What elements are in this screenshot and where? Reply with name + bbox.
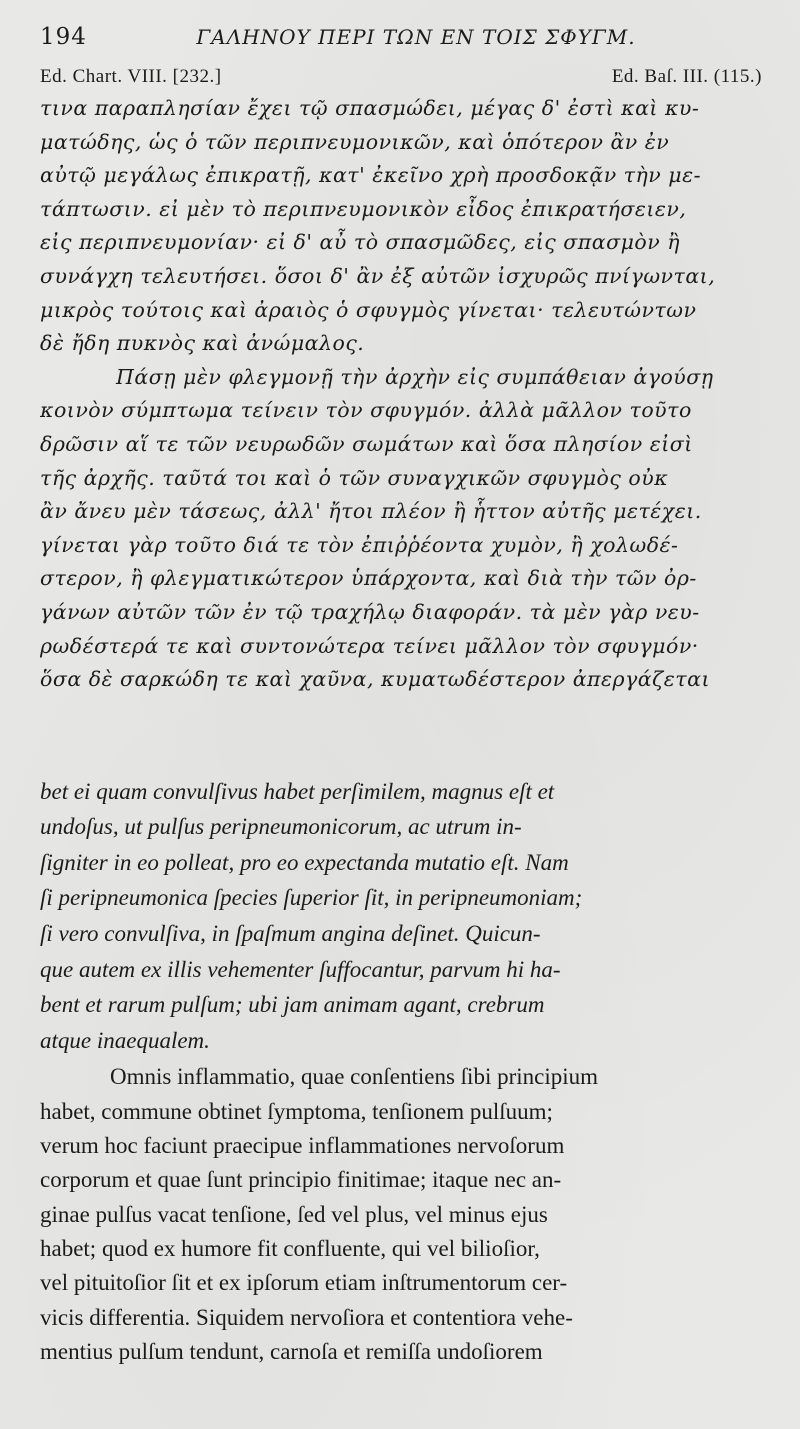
latin-roman-line: corporum et quae ſunt principio finitimae; itaque nec an- <box>40 1167 562 1193</box>
latin-italic-line: ſi peripneumonica ſpecies ſuperior ſit, in peripneumoniam; <box>40 885 583 911</box>
latin-paragraph-start: Omnis inflammatio, quae conſentiens ſibi principium <box>110 1064 599 1090</box>
greek-line: μικρὸς τούτοις καὶ ἀραιὸς ὁ σφυγμὸς γίνεται· τελευτώντων <box>40 297 697 322</box>
greek-line: τάπτωσιν. εἰ μὲν τὸ περιπνευμονικὸν εἶδος ἐπικρατήσειεν, <box>40 196 687 221</box>
running-title: ΓΑΛΗΝΟΥ ΠΕΡΙ ΤΩΝ ΕΝ ΤΟΙΣ ΣΦΥΓΜ. <box>196 25 636 49</box>
greek-line: εἰς περιπνευμονίαν· εἰ δ' αὖ τὸ σπασμῶδες, εἰς σπασμὸν ἢ <box>40 230 681 255</box>
edition-basel-reference: Ed. Baſ. III. (115.) <box>611 66 762 87</box>
greek-line: αὐτῷ μεγάλως ἐπικρατῇ, κατ' ἐκεῖνο χρὴ προσδοκᾷν τὴν με- <box>40 163 702 188</box>
greek-line: ὅσα δὲ σαρκώδη τε καὶ χαῦνα, κυματωδέστερον ἀπεργάζεται <box>40 667 710 692</box>
running-head <box>40 24 762 62</box>
greek-line: κοινὸν σύμπτωμα τείνειν τὸν σφυγμόν. ἀλλὰ μᾶλλον τοῦτο <box>40 398 692 423</box>
latin-italic-line: bent et rarum pulſum; ubi jam animam agant, crebrum <box>40 992 545 1018</box>
greek-paragraph-start: Πάσῃ μὲν φλεγμονῇ τὴν ἀρχὴν εἰς συμπάθειαν ἀγούσῃ <box>116 364 714 389</box>
latin-roman-line: habet; quod ex humore fit confluente, qui vel bilioſior, <box>40 1235 540 1261</box>
greek-line: ματώδης, ὡς ὁ τῶν περιπνευμονικῶν, καὶ ὁπότερον ἂν ἐν <box>40 129 670 154</box>
page-number: 194 <box>40 24 87 50</box>
latin-italic-line: atque inaequalem. <box>40 1027 210 1053</box>
greek-line: γίνεται γὰρ τοῦτο διά τε τὸν ἐπιῤῥέοντα χυμὸν, ἢ χολωδέ- <box>40 532 679 557</box>
latin-roman-line: ginae pulſus vacat tenſione, ſed vel plus, vel minus ejus <box>40 1201 548 1227</box>
latin-italic-line: undoſus, ut pulſus peripneumonicorum, ac utrum in- <box>40 814 522 840</box>
edition-chart-reference: Ed. Chart. VIII. [232.] <box>40 66 222 87</box>
latin-roman-line: vel pituitoſior ſit et ex ipſorum etiam inſtrumentorum cer- <box>40 1270 568 1296</box>
greek-line: τινα παραπλησίαν ἔχει τῷ σπασμώδει, μέγας δ' ἐστὶ καὶ κυ- <box>40 96 700 120</box>
greek-text-block <box>40 92 762 697</box>
latin-italic-block <box>40 774 762 1059</box>
greek-line: συνάγχη τελευτήσει. ὅσοι δ' ἂν ἐξ αὐτῶν ἰσχυρῶς πνίγωνται, <box>40 263 716 288</box>
greek-line: στερον, ἢ φλεγματικώτερον ὑπάρχοντα, καὶ διὰ τὴν τῶν ὀρ- <box>40 566 697 591</box>
edition-reference-line <box>40 62 762 92</box>
latin-italic-line: ſi vero convulſiva, in ſpaſmum angina deſinet. Quicun- <box>40 921 541 947</box>
latin-roman-line: mentius pulſum tendunt, carnoſa et remiſſa undoſiorem <box>40 1338 543 1364</box>
latin-roman-line: verum hoc faciunt praecipue inflammationes nervoſorum <box>40 1133 565 1159</box>
latin-roman-line: vicis differentia. Siquidem nervoſiora et contentiora vehe- <box>40 1304 573 1330</box>
latin-italic-line: bet ei quam convulſivus habet perſimilem, magnus eſt et <box>40 778 555 804</box>
greek-line: γάνων αὐτῶν τῶν ἐν τῷ τραχήλῳ διαφοράν. τὰ μὲν γὰρ νευ- <box>40 599 700 624</box>
latin-roman-block <box>40 1060 762 1369</box>
latin-roman-line: habet, commune obtinet ſymptoma, tenſionem pulſuum; <box>40 1098 553 1124</box>
greek-line: δρῶσιν αἵ τε τῶν νευρωδῶν σωμάτων καὶ ὅσα πλησίον εἰσὶ <box>40 431 693 456</box>
greek-line: ρωδέστερά τε καὶ συντονώτερα τείνει μᾶλλον τὸν σφυγμόν· <box>40 633 699 658</box>
greek-line: τῆς ἀρχῆς. ταῦτά τοι καὶ ὁ τῶν συναγχικῶν σφυγμὸς οὐκ <box>40 465 669 490</box>
greek-line: ἂν ἄνευ μὲν τάσεως, ἀλλ' ἤτοι πλέον ἢ ἧττον αὐτῆς μετέχει. <box>40 499 702 524</box>
greek-line: δὲ ἤδη πυκνὸς καὶ ἀνώμαλος. <box>40 331 365 356</box>
latin-italic-line: ſigniter in eo polleat, pro eo expectanda mutatio eſt. Nam <box>40 849 569 875</box>
latin-italic-line: que autem ex illis vehementer ſuffocantur, parvum hi ha- <box>40 956 561 982</box>
